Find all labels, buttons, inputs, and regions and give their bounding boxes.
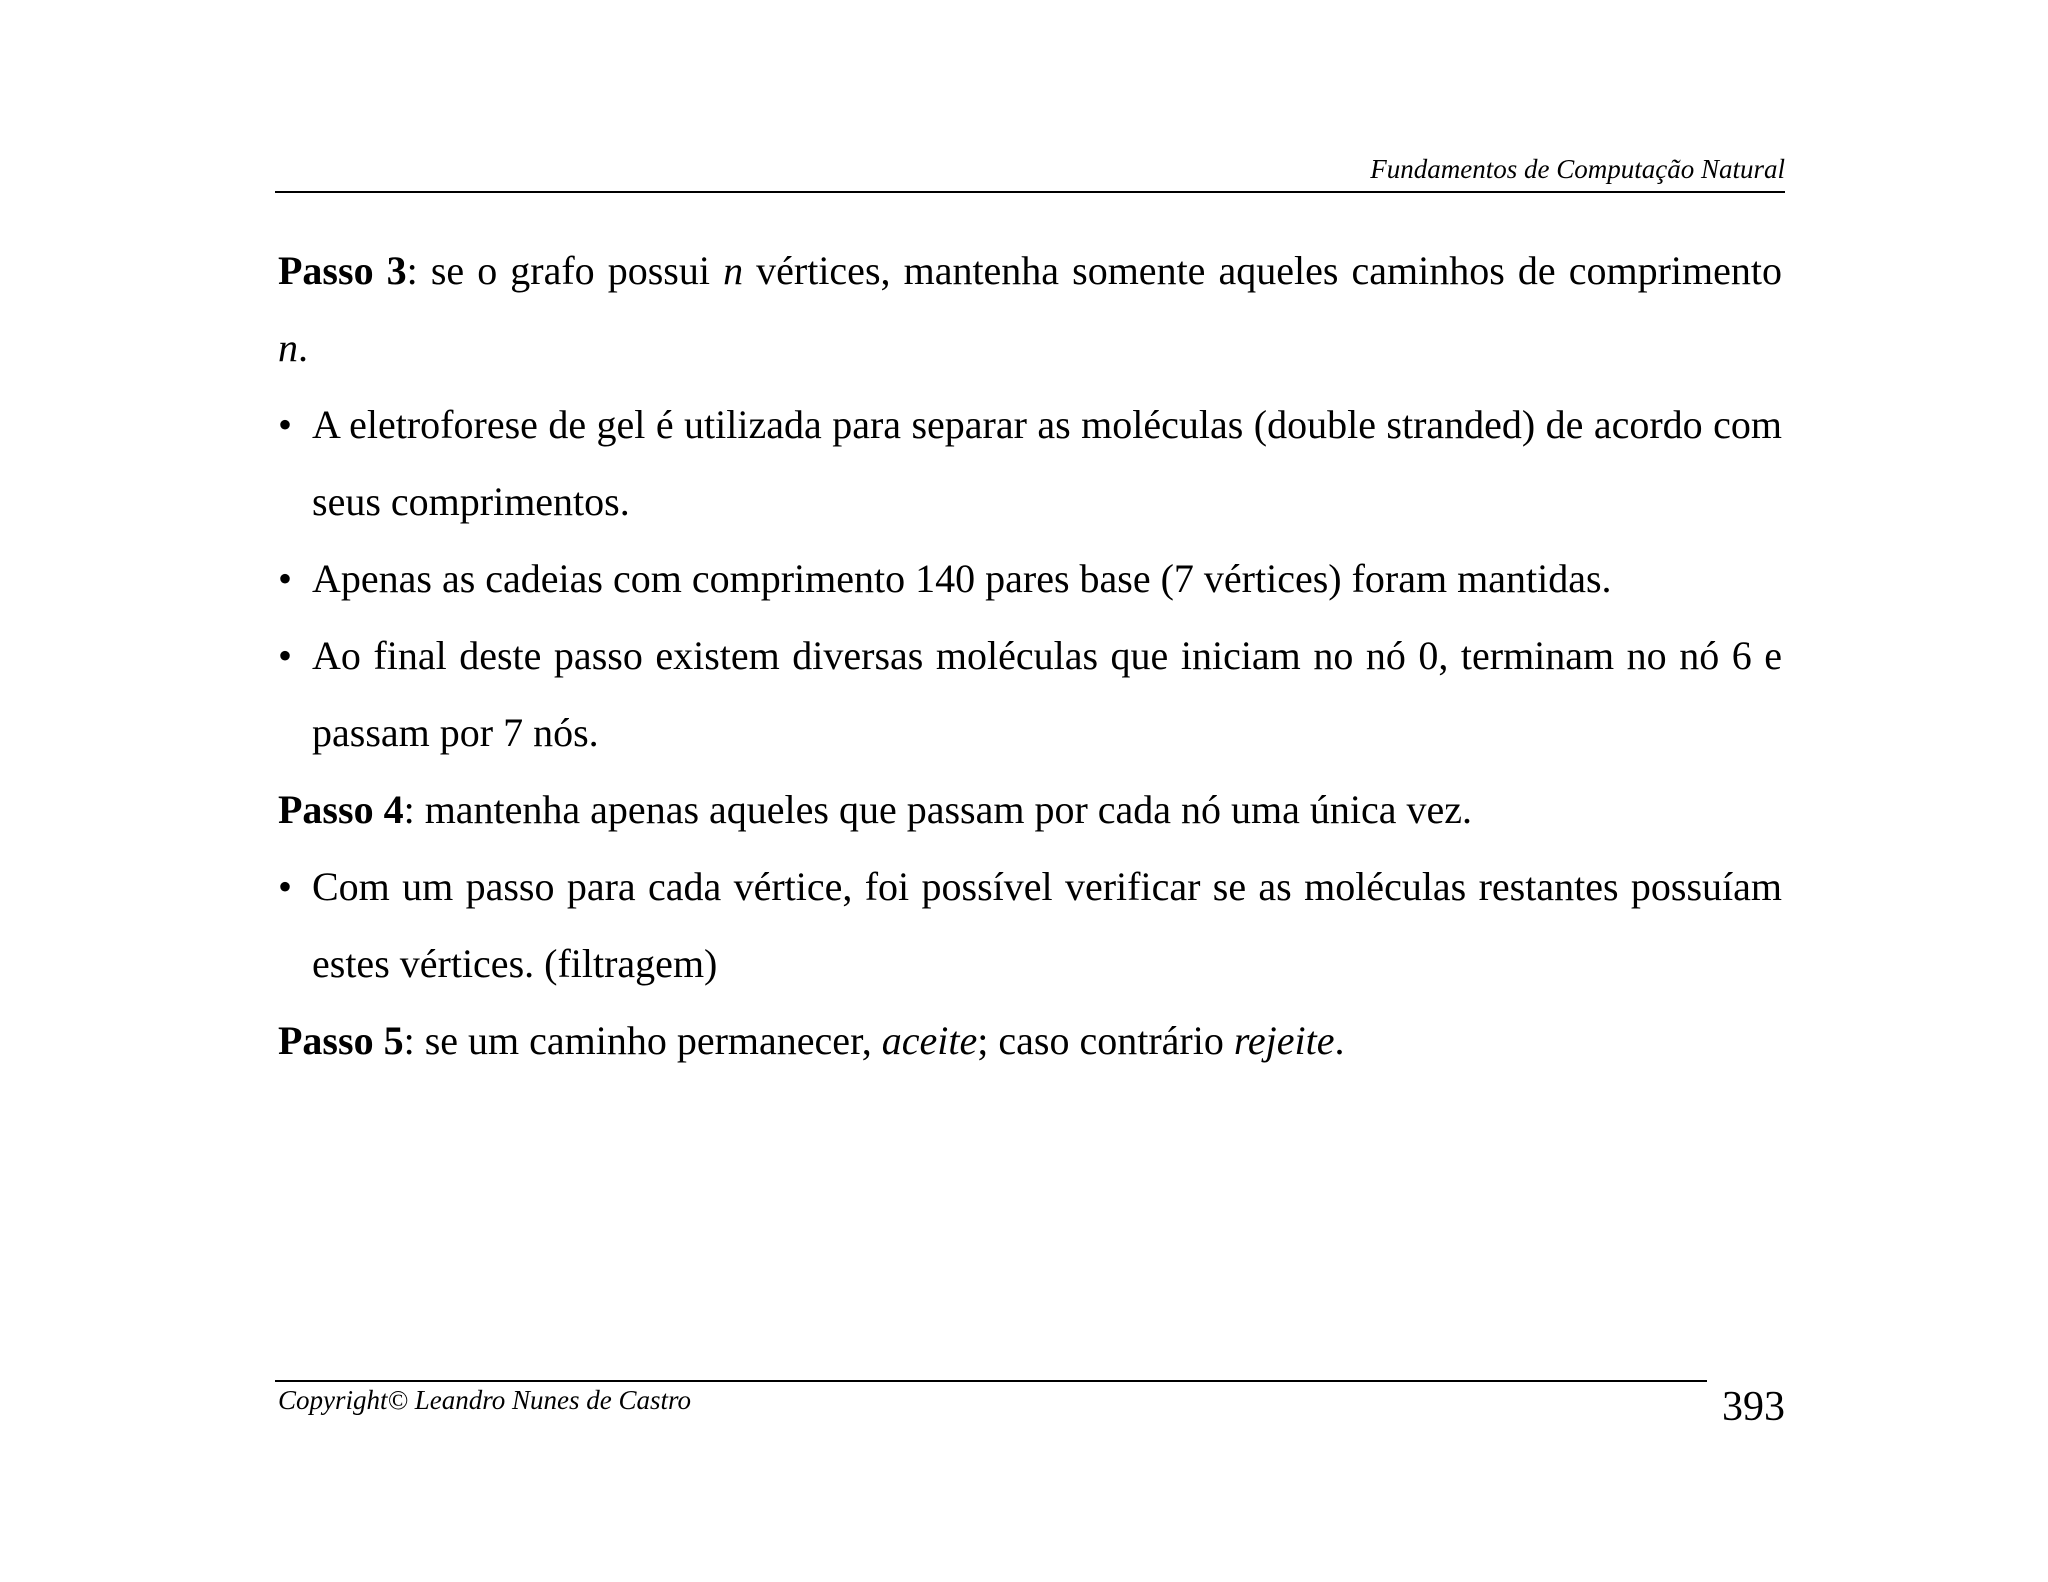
step-5-text-2: ; caso contrário — [977, 1018, 1234, 1063]
step-4-paragraph — [278, 771, 1782, 848]
bullet-item — [278, 540, 1782, 617]
step-5-text-3: . — [1334, 1018, 1345, 1063]
header-rule — [275, 191, 1785, 193]
bullet-dot-icon: • — [278, 402, 293, 447]
bullet-text: A eletroforese de gel é utilizada para separar as moléculas (double stranded) de acordo com seus comprimentos. — [312, 402, 1782, 524]
bullet-item — [278, 386, 1782, 540]
step-4-label: Passo 4 — [278, 787, 404, 832]
step-4-text: : mantenha apenas aqueles que passam por cada nó uma única vez. — [403, 787, 1473, 832]
bullet-dot-icon: • — [278, 633, 293, 678]
bullet-dot-icon: • — [278, 556, 293, 601]
step-3-variable: n — [723, 248, 744, 293]
step-3-text-2: vértices, mantenha somente aqueles caminhos de comprimento — [743, 248, 1782, 293]
bullet-dot-icon: • — [278, 864, 293, 909]
page-body — [278, 232, 1782, 1079]
step-5-reject: rejeite — [1233, 1018, 1335, 1063]
step-5-accept: aceite — [881, 1018, 978, 1063]
step-3-paragraph — [278, 232, 1782, 386]
bullet-text: Ao final deste passo existem diversas moléculas que iniciam no nó 0, terminam no nó 6 e passam por 7 nós. — [312, 633, 1782, 755]
step-3-variable-2: n — [278, 325, 298, 370]
copyright-notice: Copyright© Leandro Nunes de Castro — [278, 1385, 692, 1415]
step-5-label: Passo 5 — [278, 1018, 404, 1063]
bullet-item — [278, 848, 1782, 1002]
step-3-text-1: : se o grafo possui — [406, 248, 724, 293]
step-3-label: Passo 3 — [278, 248, 407, 293]
page-number: 393 — [1722, 1384, 1785, 1430]
step-5-text-1: : se um caminho permanecer, — [403, 1018, 882, 1063]
step-3-text-3: . — [298, 325, 308, 370]
step-5-paragraph — [278, 1002, 1782, 1079]
bullet-text: Apenas as cadeias com comprimento 140 pares base (7 vértices) foram mantidas. — [312, 556, 1612, 601]
running-header: Fundamentos de Computação Natural — [1370, 154, 1785, 184]
bullet-text: Com um passo para cada vértice, foi possível verificar se as moléculas restantes possuíam estes vértices. (filtragem) — [312, 864, 1782, 986]
bullet-item — [278, 617, 1782, 771]
